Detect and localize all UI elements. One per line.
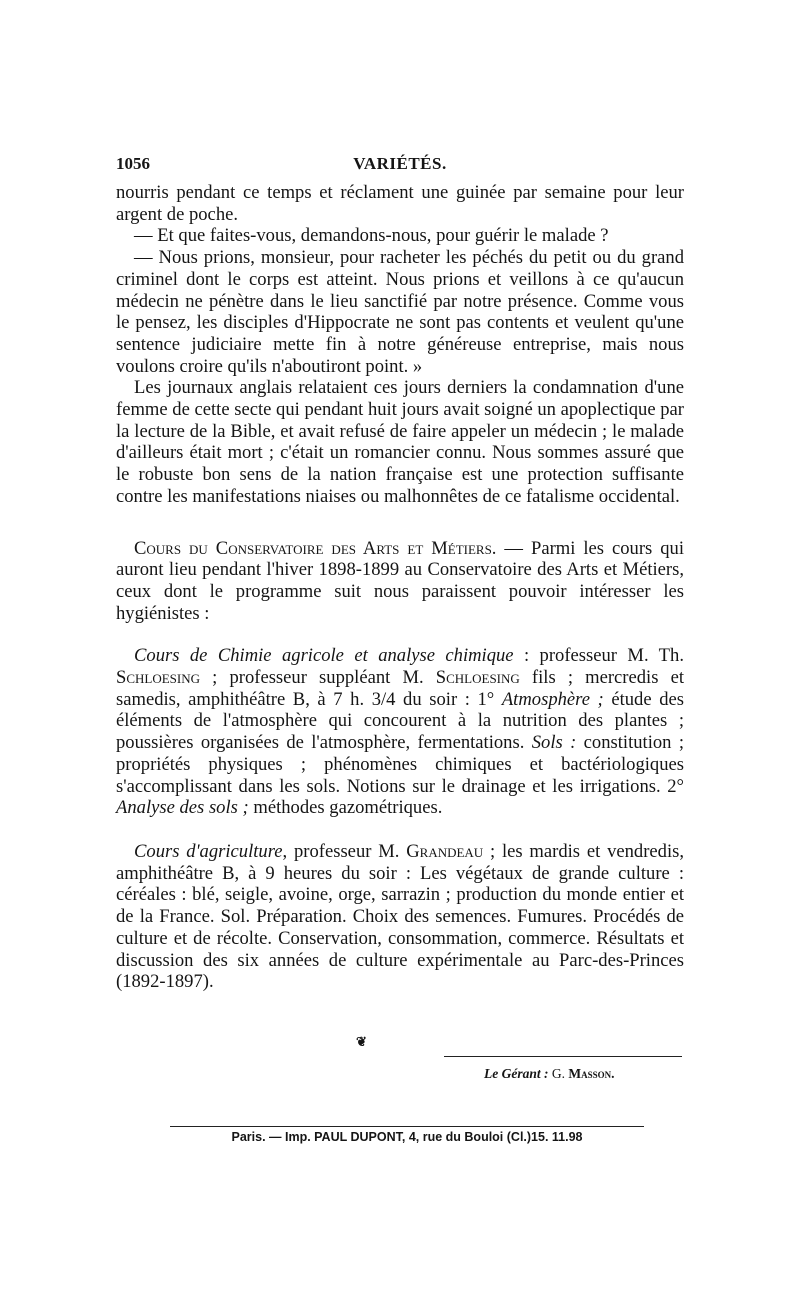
course-title-agriculture: Cours d'agriculture [134,840,283,862]
professor-name-grandeau: Grandeau [406,840,484,862]
paragraph-answer: — Nous prions, monsieur, pour racheter les péchés du petit ou du grand criminel dont le corps est atteint. Nous prions et veillons à ce qu'aucun médecin ne pénètre dans le lieu sanctifié par notre présence. Comme vous le pensez, les disciples d'Hippocrate ne sont pas contents et veulent qu'une sentence judiciaire mette fin à notre généreuse entreprise, mais nous voulons croire qu'ils n'aboutiront point. » [116,247,684,377]
paragraph-question: — Et que faites-vous, demandons-nous, pour guérir le malade ? [134,225,609,247]
paragraph-continuation: nourris pendant ce temps et réclament une guinée par semaine pour leur argent de poche. [116,182,684,225]
paragraph-conservatoire [116,538,684,625]
professor-name: Schloesing [116,667,201,689]
running-title: VARIÉTÉS. [353,154,447,173]
paragraph-newspapers: Les journaux anglais relataient ces jours derniers la condamnation d'une femme de cette secte qui pendant huit jours avait soigné un apoplectique par la lecture de la Bible, et avait refusé de faire appeler un médecin ; le malade d'ailleurs était mort ; c'était un romancier connu. Nous sommes assuré que le robuste bon sens de la nation française est une protection suffisante contre les manifestations niaises ou malhonnêtes de ce fatalisme occidental. [116,377,684,507]
divider-rule [444,1056,682,1057]
imprint-rule [170,1126,644,1127]
assistant-professor-name: Schloesing [435,667,520,689]
gerant-signature: Le Gérant : G. Masson. [484,1066,615,1081]
page-header [116,150,684,180]
topic-analyse: Analyse des sols ; [116,797,249,819]
gerant-name: Masson. [568,1066,615,1081]
section-heading: Cours du Conservatoire des Arts et Métiers. [134,537,497,559]
page-number: 1056 [116,154,150,173]
journal-page [116,150,685,1144]
section-intro: — Parmi les cours qui auront lieu pendant l'hiver 1898-1899 au Conservatoire des Arts et Métiers, ceux dont le programme suit nous paraissent pouvoir intéresser les hygiénistes : [116,537,684,624]
paragraph-agriculture: Cours d'agriculture, professeur M. Grandeau ; les mardis et vendredis, amphithéâtre B, à 9 heures du soir : Les végétaux de grande culture : céréales : blé, seigle, avoine, orge, sarrazin ; production du monde entier et de la France. Sol. Préparation. Choix des semences. Fumures. Procédés de culture et de récolte. Conservation, consommation, commerce. Résultats et discussion des six années de culture expérimentale au Parc-des-Princes (1892-1897). [116,840,684,993]
course-title-chimie: Cours de Chimie agricole et analyse chimique [134,645,514,667]
printer-imprint: Paris. — Imp. PAUL DUPONT, 4, rue du Bouloi (Cl.)15. 11.98 [231,1130,583,1144]
topic-atmosphere: Atmosphère ; [501,688,604,710]
printer-mark: ❦ [356,1034,367,1049]
paragraph-chimie: Cours de Chimie agricole et analyse chimique : professeur M. Th. Schloesing ; professeur suppléant M. Schloesing fils ; mercredis et samedis, amphithéâtre B, à 7 h. 3/4 du soir : 1° Atmosphère ; étude des éléments de l'atmosphère qui concourent à la nutrition des plantes ; poussières organisées de l'atmosphère, fermentations. Sols : constitution ; propriétés physiques ; phénomènes chimiques et bactériologiques s'accomplissant dans les sols. Notions sur le drainage et les irrigations. 2° Analyse des sols ; méthodes gazométriques. [116,645,685,819]
topic-sols: Sols : [531,732,577,754]
